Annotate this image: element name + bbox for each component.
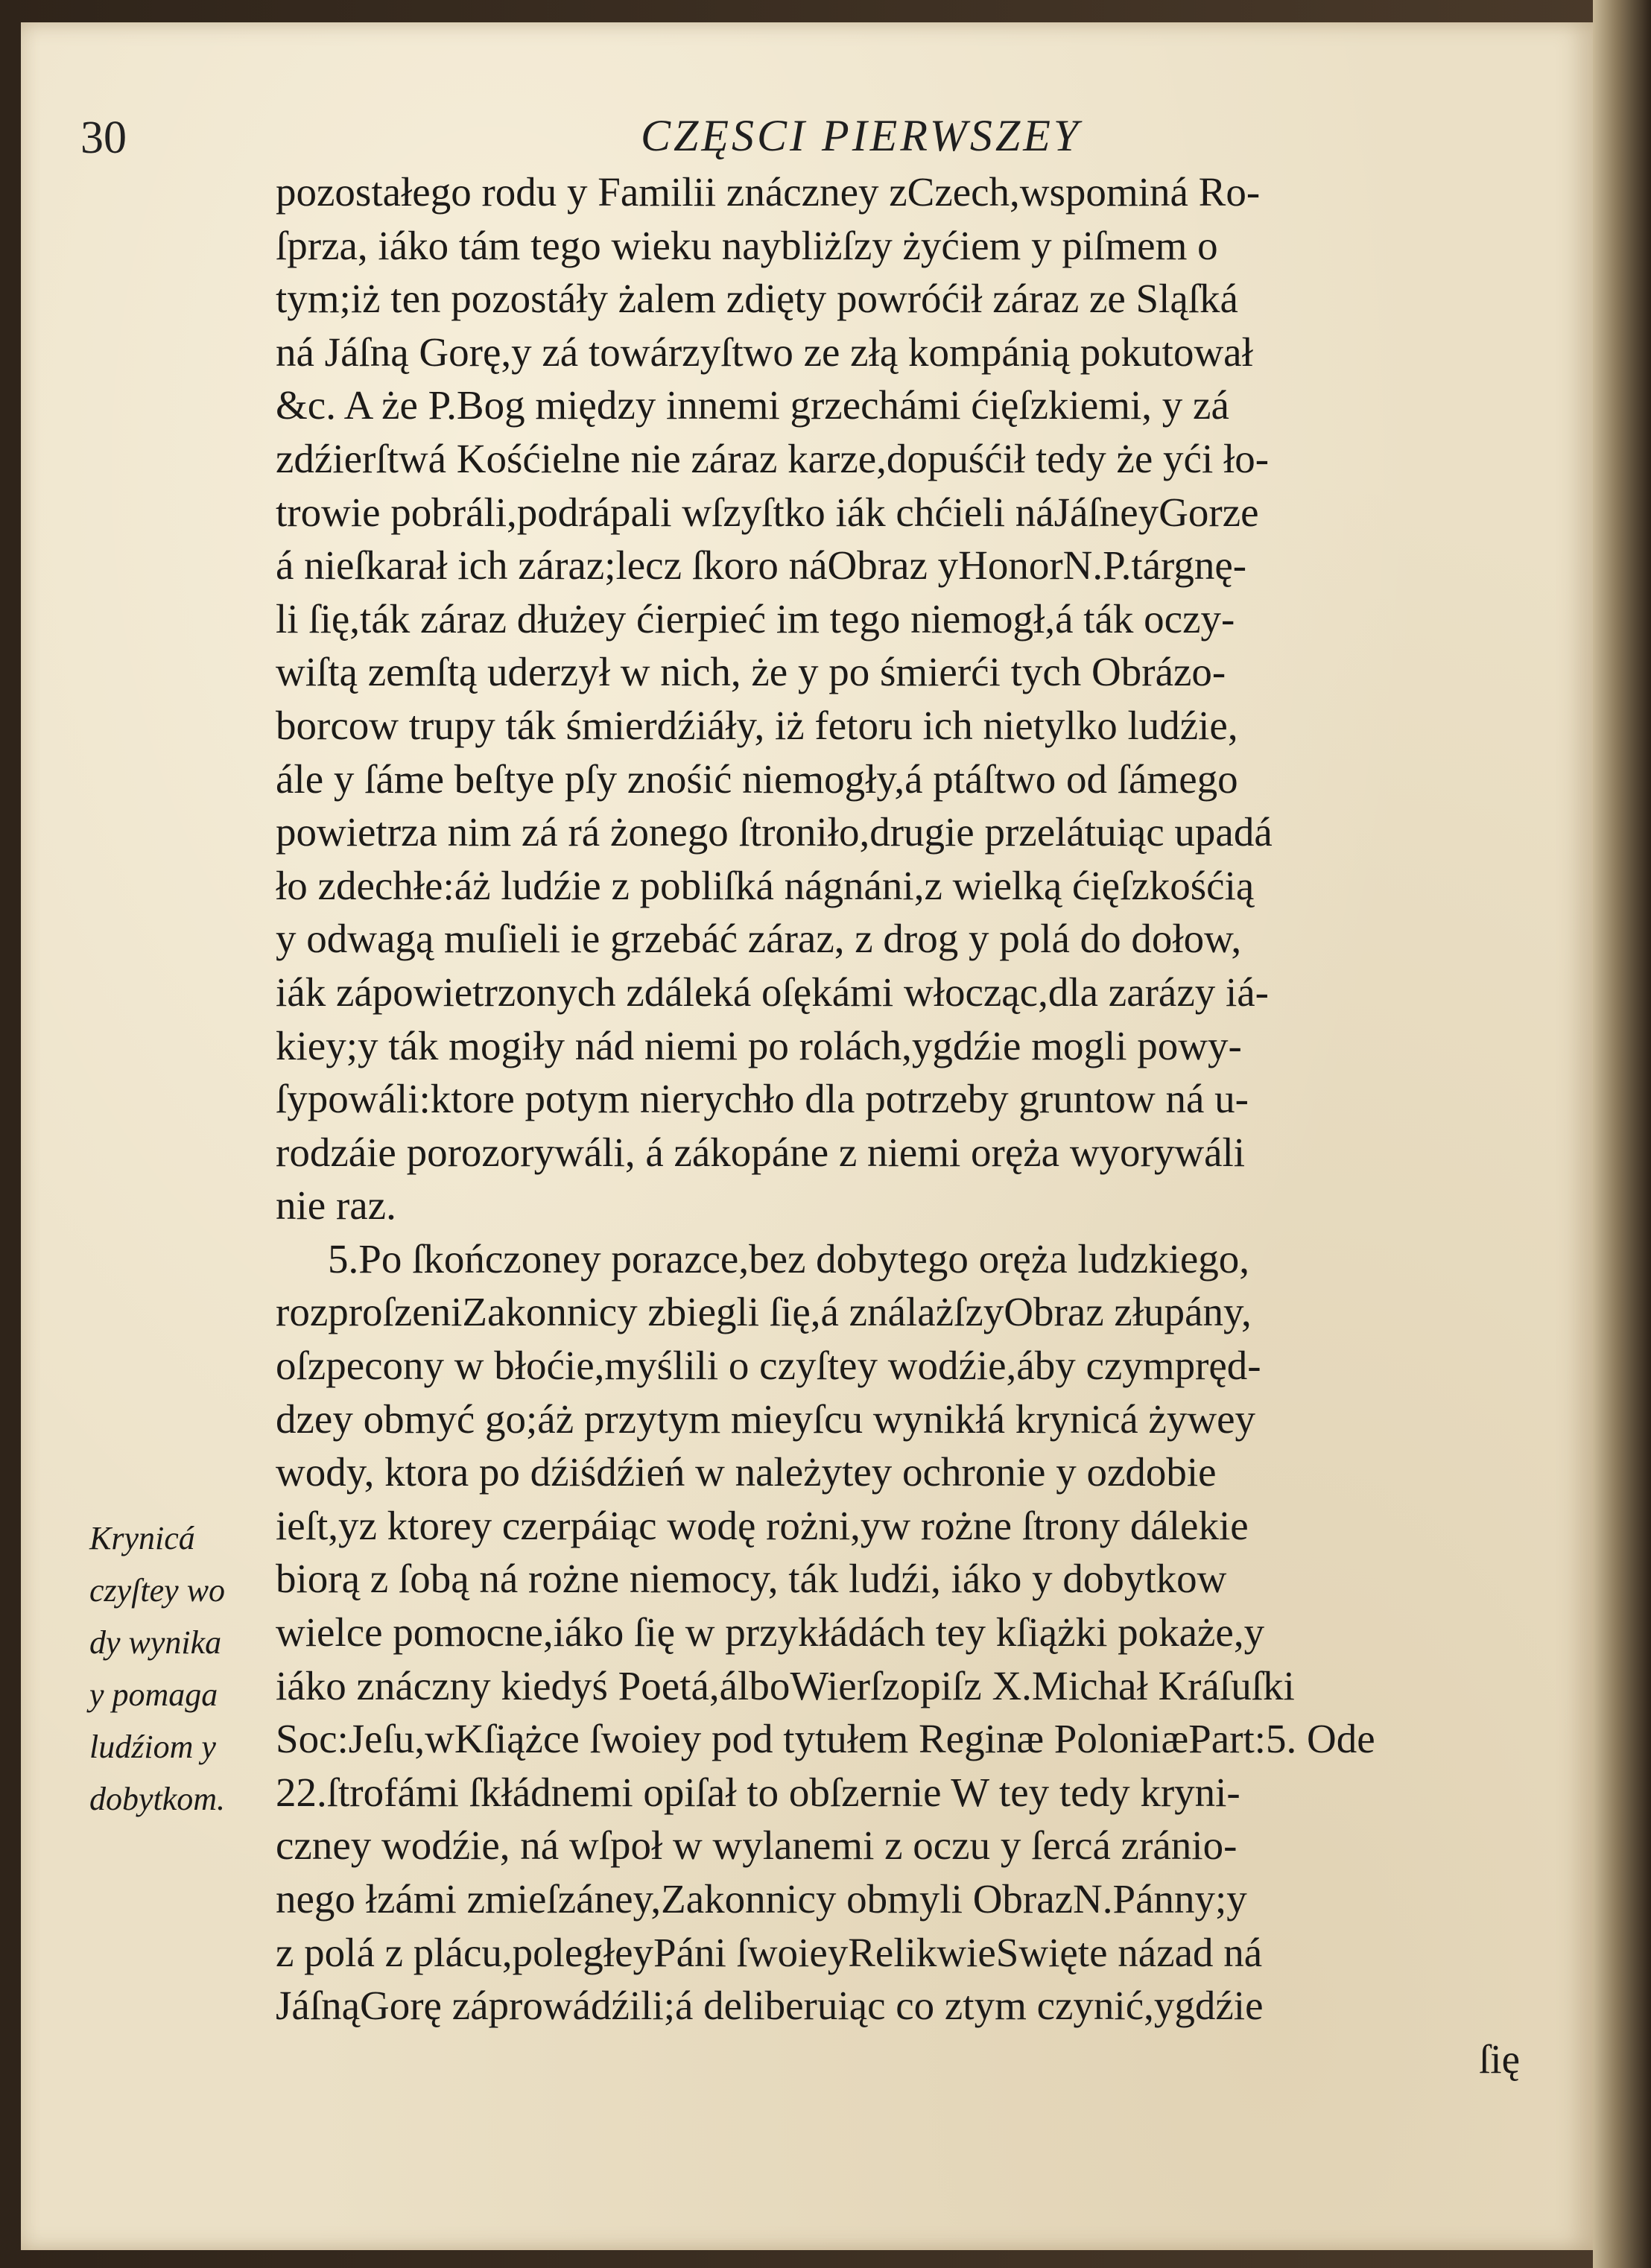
margin-note-line: czyſtey wo (89, 1572, 226, 1609)
text-line: czney wodźie, ná wſpoł w wylanemi z oczu y ſercá zránio- (276, 1822, 1238, 1869)
text-line: Soc:Jeſu,wKſiążce ſwoiey pod tytułem Reginæ PoloniæPart:5. Ode (276, 1716, 1375, 1762)
text-line: ále y ſáme beſtye pſy znośić niemogły,á ptáſtwo od ſámego (276, 756, 1238, 802)
text-line: rodzáie porozorywáli, á zákopáne z niemi oręża wyorywáli (276, 1129, 1246, 1175)
margin-note-line: ludźiom y (89, 1729, 216, 1765)
text-line: JáſnąGorę záprowádźili;á deliberuiąc co ztym czynić,ygdźie (276, 1983, 1264, 2029)
text-line: ná Jáſną Gorę,y zá towárzyſtwo ze złą kompánią pokutował (276, 329, 1253, 375)
page-gutter (1593, 0, 1651, 2268)
page-number: 30 (80, 113, 127, 163)
text-line: 22.ſtrofámi ſkłádnemi opiſał to obſzernie W tey tedy kryni- (276, 1769, 1240, 1815)
margin-note (89, 1512, 276, 1825)
text-line: dzey obmyć go;áż przytym mieyſcu wynikłá krynicá żywey (276, 1396, 1255, 1442)
text-line: ſypowáli:ktore potym nierychło dla potrzeby gruntow ná u- (276, 1076, 1249, 1122)
margin-note-line: dy wynika (89, 1624, 222, 1661)
text-line: pozostałego rodu y Familii znáczney zCzech,wspominá Ro- (276, 169, 1261, 215)
running-head: CZĘSCI PIERWSZEY (641, 111, 1082, 160)
text-line: y odwagą muſieli ie grzebáć záraz, z drog y polá do dołow, (276, 916, 1242, 962)
text-line: wielce pomocne,iáko ſię w przykłádách tey kſiążki pokaże,y (276, 1609, 1265, 1656)
text-line: nego łzámi zmieſzáney,Zakonnicy obmyli ObrazN.Pánny;y (276, 1876, 1247, 1922)
text-line: &c. A że P.Bog między innemi grzechámi ćięſzkiemi, y zá (276, 382, 1229, 428)
text-line: rozproſzeniZakonnicy zbiegli ſię,á ználażſzyObraz złupány, (276, 1289, 1252, 1335)
text-line: á nieſkarał ich záraz;lecz ſkoro náObraz yHonorN.P.tárgnę- (276, 542, 1247, 589)
text-line: z polá z plácu,poległeyPáni ſwoieyRelikwieSwięte názad ná (276, 1929, 1263, 1975)
text-line: oſzpecony w błoćie,myślili o czyſtey wodźie,áby czympręd- (276, 1343, 1261, 1389)
text-line: ſprza, iáko tám tego wieku naybliżſzy żyćiem y piſmem o (276, 222, 1218, 268)
text-line: borcow trupy ták śmierdźiáły, iż fetoru ich nietylko ludźie, (276, 702, 1238, 748)
text-line: wiſtą zemſtą uderzył w nich, że y po śmierći tych Obrázo- (276, 649, 1226, 695)
text-line: li ſię,ták záraz dłużey ćierpieć im tego niemogł,á ták oczy- (276, 595, 1235, 642)
margin-note-line: Krynicá (89, 1520, 195, 1556)
catchword: ſię (1479, 2036, 1520, 2082)
text-line: iáko znáczny kiedyś Poetá,álboWierſzopiſz X.Michał Kráſuſki (276, 1662, 1295, 1708)
body-text (276, 165, 1542, 2085)
text-line: trowie pobráli,podrápali wſzyſtko iák chćieli náJáſneyGorze (276, 489, 1259, 535)
paragraph-start-line: 5.Po ſkończoney porazce,bez dobytego oręża ludzkiego, (328, 1235, 1250, 1282)
text-line: nie raz. (276, 1182, 396, 1229)
text-line: ło zdechłe:áż ludźie z pobliſká nágnáni,z wielką ćięſzkośćią (276, 862, 1255, 908)
text-line: tym;iż ten pozostáły żalem zdięty powróćił záraz ze Sląſká (276, 276, 1238, 322)
text-line: wody, ktora po dźiśdźień w należytey ochronie y ozdobie (276, 1449, 1217, 1495)
text-line: biorą z ſobą ná rożne niemocy, ták ludźi, iáko y dobytkow (276, 1556, 1227, 1602)
text-line: zdźierſtwá Kośćielne nie záraz karze,dopuśćił tedy że yći ło- (276, 435, 1270, 481)
text-line: powietrza nim zá rá żonego ſtroniło,drugie przelátuiąc upadá (276, 809, 1273, 855)
text-line: kiey;y ták mogiły nád niemi po rolách,ygdźie mogli powy- (276, 1022, 1242, 1068)
text-line: ieſt,yz ktorey czerpáiąc wodę rożni,yw rożne ſtrony dálekie (276, 1502, 1249, 1548)
margin-note-line: y pomaga (89, 1676, 218, 1713)
margin-note-line: dobytkom. (89, 1781, 226, 1817)
text-line: iák zápowietrzonych zdáleká oſękámi włocząc,dla zarázy iá- (276, 969, 1269, 1015)
